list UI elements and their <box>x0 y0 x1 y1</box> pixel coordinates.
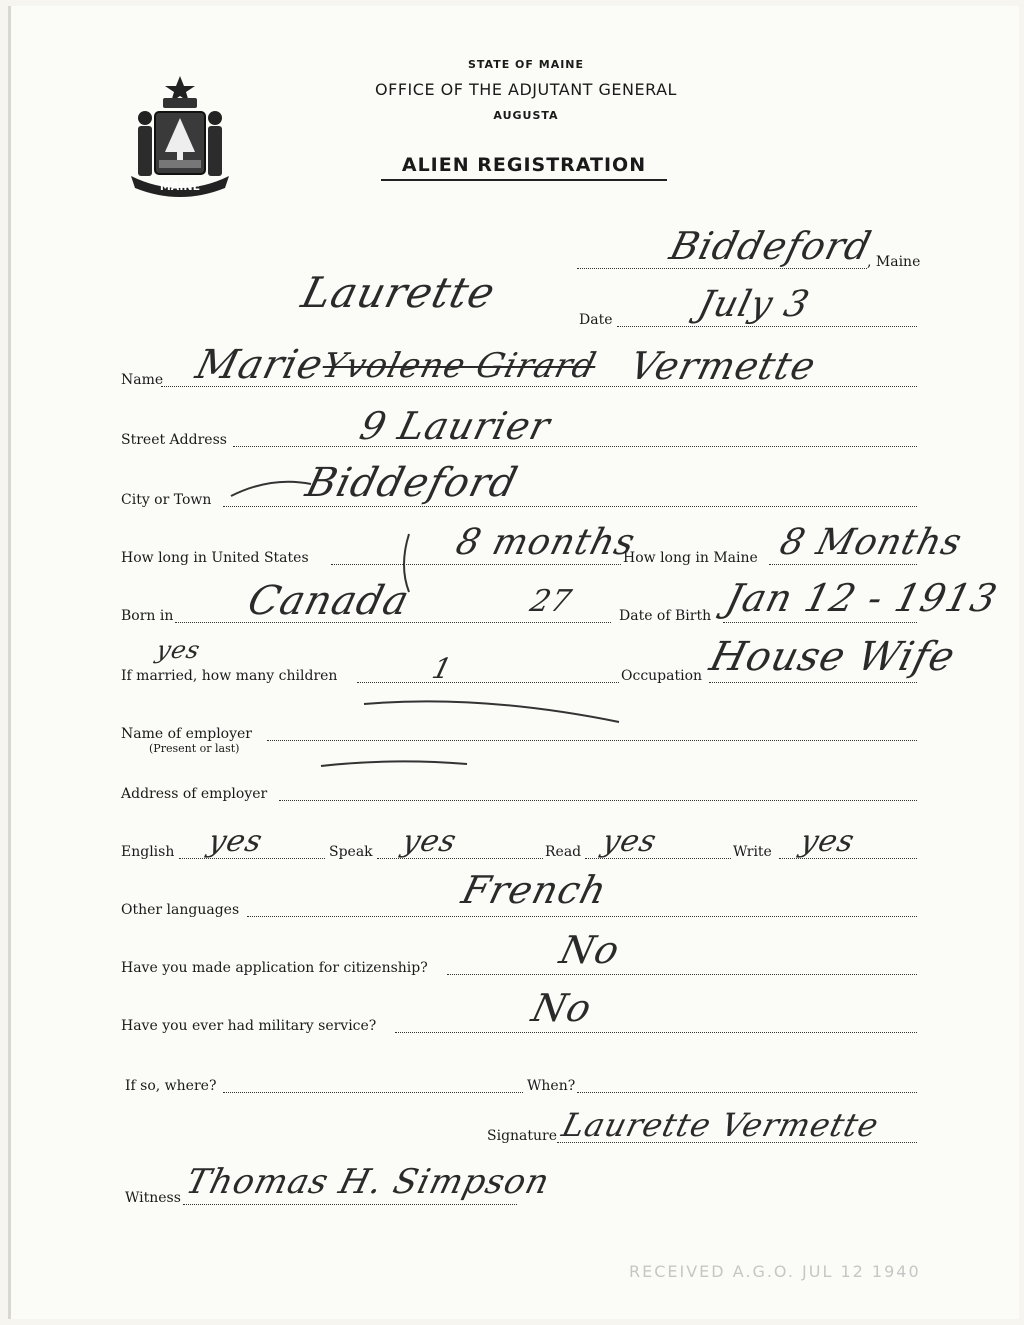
age-entry: 27 <box>526 584 576 619</box>
street-label: Street Address <box>121 432 227 448</box>
name-label: Name <box>121 372 164 388</box>
employer-name-sublabel: (Present or last) <box>149 742 240 755</box>
form-title: ALIEN REGISTRATION <box>381 154 667 181</box>
dob-entry: Jan 12 - 1913 <box>721 576 1002 620</box>
employer-name-label: Name of employer <box>121 726 252 742</box>
other-languages-label: Other languages <box>121 902 240 918</box>
citizenship-entry: No <box>555 928 625 972</box>
children-entry: 1 <box>428 652 456 685</box>
when-label: When? <box>527 1078 576 1094</box>
city-entry: Biddeford <box>301 460 523 506</box>
read-entry: yes <box>598 824 661 859</box>
born-in-entry: Canada <box>243 578 415 624</box>
military-entry: No <box>527 986 597 1030</box>
how-long-maine-label: How long in Maine <box>623 550 758 566</box>
name-struck-entry: Yvolene Girard <box>318 346 601 386</box>
header-office: OFFICE OF THE ADJUTANT GENERAL <box>375 80 677 99</box>
signature-label: Signature <box>487 1128 558 1144</box>
name-insert-entry: Laurette <box>296 268 501 317</box>
witness-entry: Thomas H. Simpson <box>182 1162 555 1202</box>
town-entry: Biddeford <box>665 224 877 268</box>
received-stamp: RECEIVED A.G.O. JUL 12 1940 <box>629 1262 921 1281</box>
write-label: Write <box>733 844 772 860</box>
born-in-label: Born in <box>121 608 174 624</box>
dob-label: Date of Birth <box>619 608 712 624</box>
english-entry: yes <box>204 824 267 859</box>
employer-address-label: Address of employer <box>121 786 268 802</box>
speak-label: Speak <box>329 844 373 860</box>
military-label: Have you ever had military service? <box>121 1018 377 1034</box>
witness-label: Witness <box>125 1190 181 1206</box>
city-label: City or Town <box>121 492 212 508</box>
name-first-entry: Marie <box>191 342 329 388</box>
read-label: Read <box>545 844 582 860</box>
married-entry: yes <box>153 636 204 664</box>
date-entry: July 3 <box>693 284 814 325</box>
how-long-us-label: How long in United States <box>121 550 309 566</box>
other-languages-entry: French <box>457 868 612 912</box>
header-state: STATE OF MAINE <box>467 58 585 71</box>
pen-strokes <box>11 6 1019 1319</box>
signature-entry: Laurette Vermette <box>558 1106 884 1144</box>
how-long-us-entry: 8 months <box>451 522 640 563</box>
citizenship-label: Have you made application for citizenship? <box>121 960 428 976</box>
how-long-maine-entry: 8 Months <box>775 522 967 563</box>
registration-form <box>8 6 1019 1319</box>
if-so-where-label: If so, where? <box>125 1078 217 1094</box>
seal-text: MAINE <box>159 180 201 193</box>
maine-label: , Maine <box>867 254 921 270</box>
header-city: AUGUSTA <box>493 109 559 122</box>
name-last-entry: Vermette <box>625 344 821 388</box>
street-entry: 9 Laurier <box>355 404 556 448</box>
write-entry: yes <box>796 824 859 859</box>
occupation-label: Occupation <box>621 668 703 684</box>
english-label: English <box>121 844 175 860</box>
date-label: Date <box>579 312 613 328</box>
married-label: If married, how many children <box>121 668 338 684</box>
occupation-entry: House Wife <box>705 634 961 680</box>
speak-entry: yes <box>398 824 461 859</box>
